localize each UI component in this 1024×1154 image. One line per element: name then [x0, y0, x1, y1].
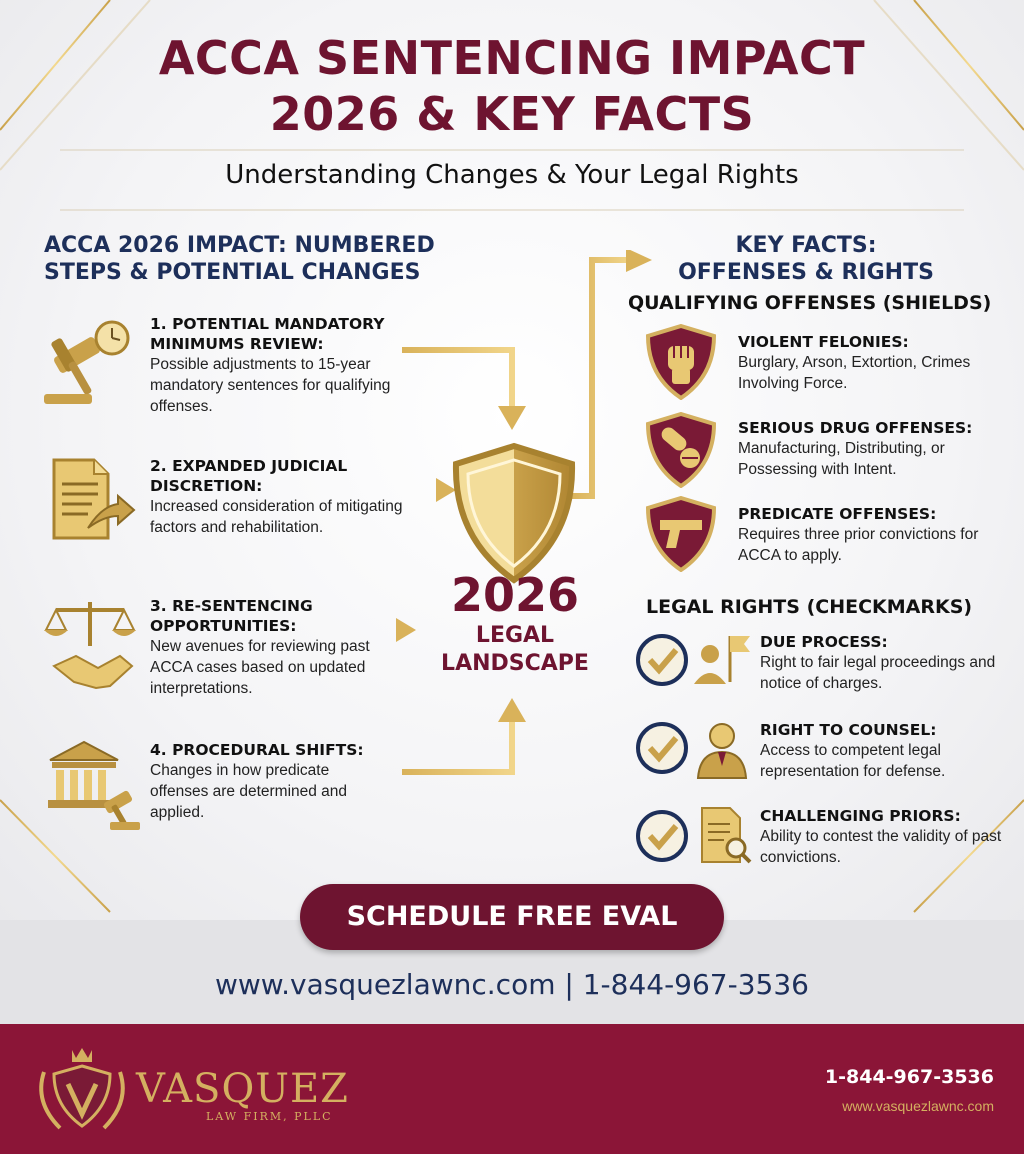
offense-1-title: VIOLENT FELONIES:: [738, 333, 909, 351]
step-3-title-line-1: 3. RE-SENTENCING: [150, 597, 313, 615]
step-4-description: Changes in how predicate offenses are determined and applied.: [150, 762, 348, 821]
title-line-2: 2026 & KEY FACTS: [269, 87, 755, 141]
center-label-line-2: LANDSCAPE: [441, 651, 589, 676]
offense-serious-drug: [738, 418, 1018, 480]
scales-handshake-icon: [40, 596, 140, 692]
step-1-title-line-2: MINIMUMS REVIEW:: [150, 335, 324, 353]
right-2-description: Access to competent legal representation for defense.: [760, 742, 946, 780]
right-heading-line-2: OFFENSES & RIGHTS: [678, 260, 934, 285]
offense-1-description: Burglary, Arson, Extortion, Crimes Involving Force.: [738, 354, 971, 392]
step-3-description: New avenues for reviewing past ACCA cases based on updated interpretations.: [150, 638, 370, 697]
rights-heading: LEGAL RIGHTS (CHECKMARKS): [646, 596, 973, 618]
step-2: [150, 456, 410, 538]
left-heading-line-1: ACCA 2026 IMPACT: NUMBERED: [44, 233, 435, 258]
left-heading-line-2: STEPS & POTENTIAL CHANGES: [44, 260, 421, 285]
page-subtitle: Understanding Changes & Your Legal Rights: [225, 160, 799, 190]
step-4-title-line-1: 4. PROCEDURAL SHIFTS:: [150, 741, 364, 759]
center-label: [410, 622, 620, 678]
step-1: [150, 314, 410, 417]
gavel-clock-icon: [40, 316, 140, 408]
left-section-heading: [44, 232, 435, 286]
step-3: [150, 596, 410, 699]
fist-shield-icon: [646, 324, 716, 400]
right-due-process: [760, 632, 1020, 694]
right-2-title: RIGHT TO COUNSEL:: [760, 721, 937, 739]
right-3-title: CHALLENGING PRIORS:: [760, 807, 961, 825]
center-label-line-1: LEGAL: [475, 623, 555, 648]
right-section-heading: [666, 232, 946, 286]
offenses-heading: QUALIFYING OFFENSES (SHIELDS): [628, 292, 992, 314]
brand-name: VASQUEZ: [136, 1066, 349, 1112]
right-3-description: Ability to contest the validity of past convictions.: [760, 828, 1002, 866]
center-year: 2026: [450, 568, 580, 622]
courthouse-gavel-icon: [44, 738, 144, 832]
page-title: [0, 30, 1024, 142]
center-arrows: [380, 250, 670, 790]
offense-3-title: PREDICATE OFFENSES:: [738, 505, 937, 523]
offense-2-title: SERIOUS DRUG OFFENSES:: [738, 419, 973, 437]
offense-violent-felonies: [738, 332, 1018, 394]
lawyer-icon: [632, 716, 758, 780]
step-4: [150, 740, 380, 823]
step-2-description: Increased consideration of mitigating factors and rehabilitation.: [150, 498, 403, 536]
step-2-title-line-2: DISCRETION:: [150, 477, 263, 495]
contact-line[interactable]: www.vasquezlawnc.com | 1-844-967-3536: [215, 968, 809, 1001]
right-1-title: DUE PROCESS:: [760, 633, 888, 651]
right-1-description: Right to fair legal proceedings and notice of charges.: [760, 654, 996, 692]
step-2-title-line-1: 2. EXPANDED JUDICIAL: [150, 457, 348, 475]
footer-phone[interactable]: 1-844-967-3536: [824, 1066, 994, 1088]
step-1-title-line-1: 1. POTENTIAL MANDATORY: [150, 315, 385, 333]
offense-predicate: [738, 504, 1018, 566]
right-heading-line-1: KEY FACTS:: [735, 233, 877, 258]
brand-subtitle: LAW FIRM, PLLC: [206, 1110, 333, 1123]
document-arrow-icon: [48, 456, 138, 542]
offense-3-description: Requires three prior convictions for ACCA to apply.: [738, 526, 979, 564]
step-3-title-line-2: OPPORTUNITIES:: [150, 617, 297, 635]
right-challenging-priors: [760, 806, 1020, 868]
document-search-icon: [632, 804, 758, 868]
pills-shield-icon: [646, 412, 716, 488]
footer-website[interactable]: www.vasquezlawnc.com: [842, 1098, 994, 1114]
right-to-counsel: [760, 720, 1020, 782]
law-firm-crest-logo: [30, 1042, 134, 1142]
step-1-description: Possible adjustments to 15-year mandatory sentences for qualifying offenses.: [150, 356, 391, 415]
offense-2-description: Manufacturing, Distributing, or Possessing with Intent.: [738, 440, 945, 478]
gun-shield-icon: [646, 496, 716, 572]
title-line-1: ACCA SENTENCING IMPACT: [158, 31, 866, 85]
schedule-eval-button[interactable]: SCHEDULE FREE EVAL: [300, 884, 724, 950]
due-process-icons: [632, 628, 758, 692]
